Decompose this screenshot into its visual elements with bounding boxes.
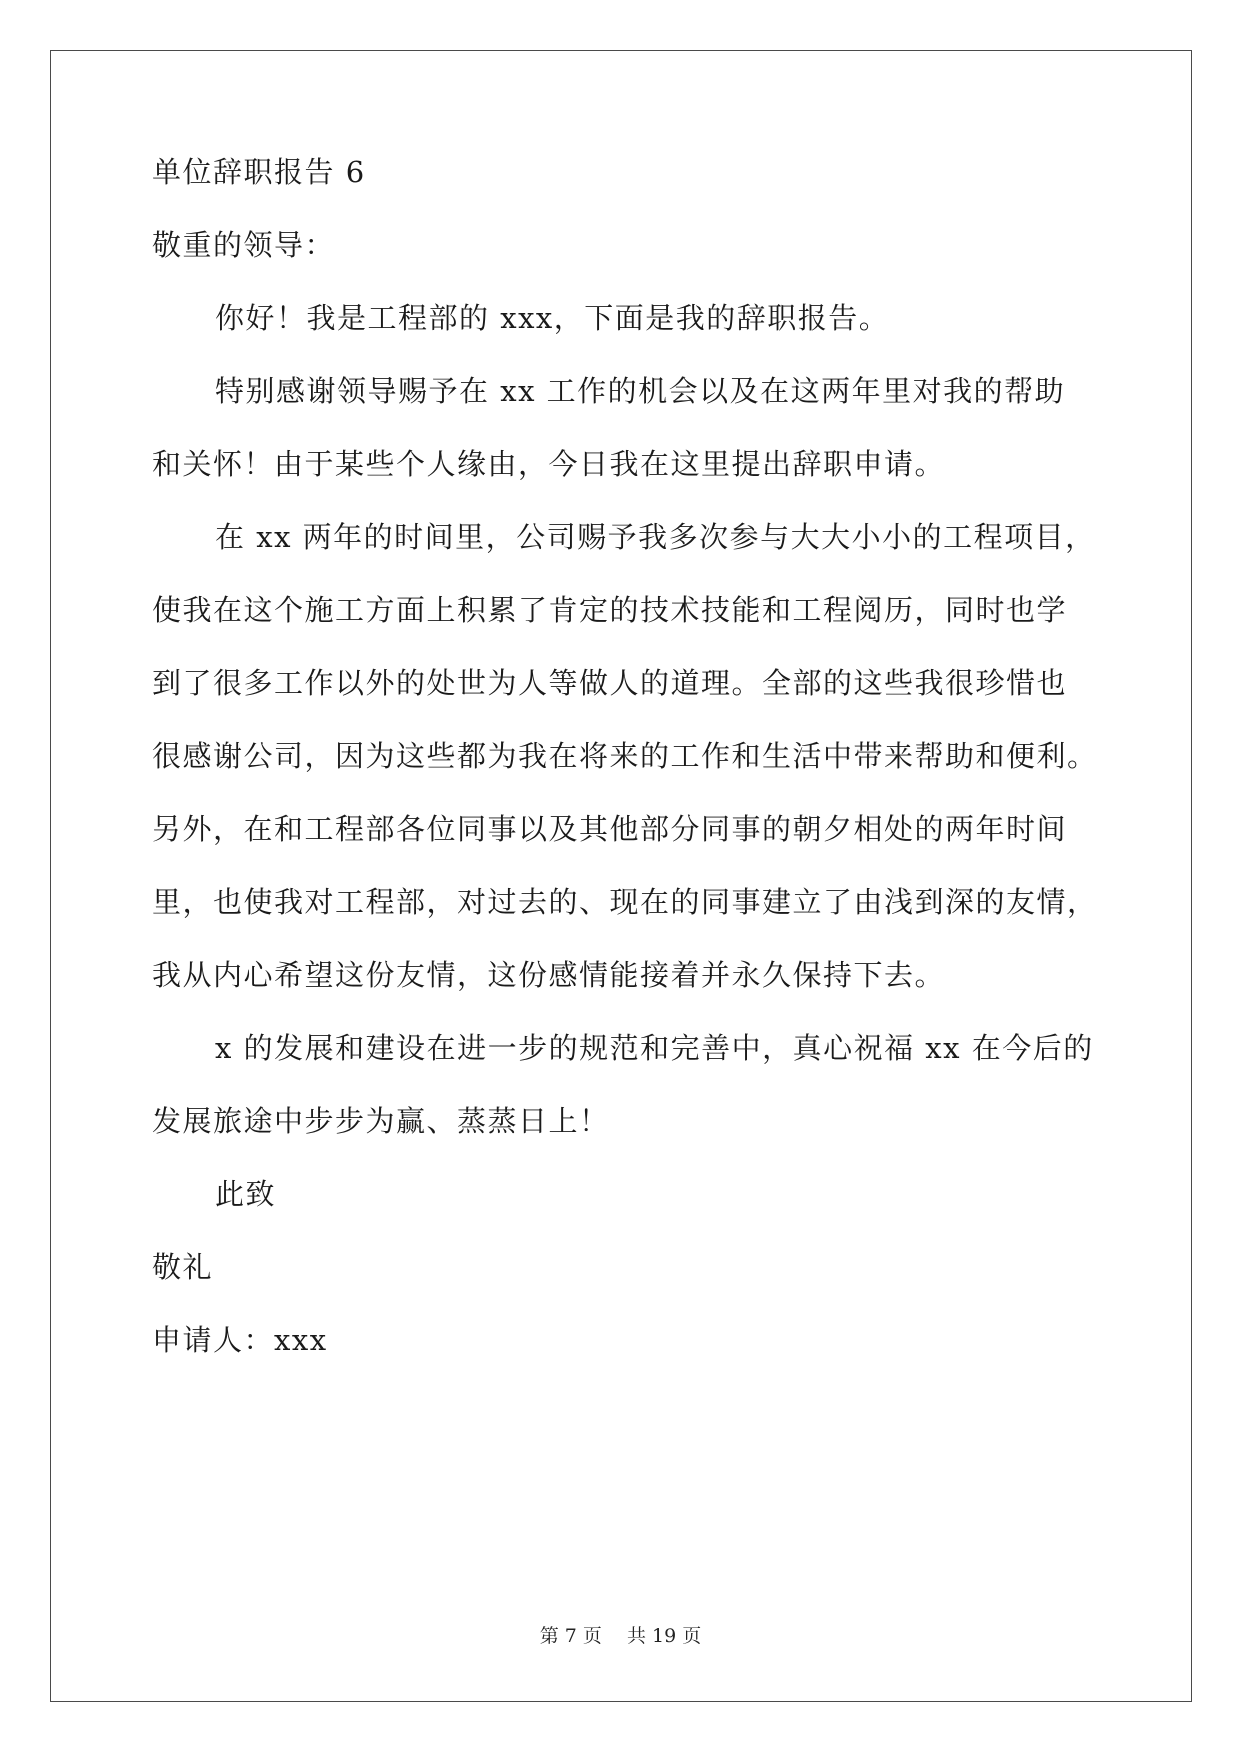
body-line: 我从内心希望这份友情，这份感情能接着并永久保持下去。 [152,958,946,992]
body-line: 发展旅途中步步为赢、蒸蒸日上！ [152,1104,610,1138]
closing-line: 此致 [215,1177,277,1211]
body-line: 使我在这个施工方面上积累了肯定的技术技能和工程阅历，同时也学 [152,593,1068,627]
document-title: 单位辞职报告 6 [152,155,366,189]
body-line: 到了很多工作以外的处世为人等做人的道理。全部的这些我很珍惜也 [152,666,1068,700]
body-line: 另外，在和工程部各位同事以及其他部分同事的朝夕相处的两年时间 [152,812,1068,846]
closing-regards: 敬礼 [152,1250,214,1284]
body-line: 里，也使我对工程部，对过去的、现在的同事建立了由浅到深的友情， [152,885,1098,919]
body-line: x 的发展和建设在进一步的规范和完善中，真心祝福 xx 在今后的 [215,1031,1094,1065]
body-line: 你好！我是工程部的 xxx，下面是我的辞职报告。 [215,301,890,335]
body-line: 很感谢公司，因为这些都为我在将来的工作和生活中带来帮助和便利。 [152,739,1098,773]
salutation: 敬重的领导： [152,228,336,262]
body-line: 在 xx 两年的时间里，公司赐予我多次参与大大小小的工程项目， [215,520,1096,554]
body-line: 和关怀！由于某些个人缘由，今日我在这里提出辞职申请。 [152,447,946,481]
page-number-footer: 第 7 页 共 19 页 [539,1625,702,1647]
applicant-signature: 申请人：xxx [152,1323,328,1357]
body-line: 特别感谢领导赐予在 xx 工作的机会以及在这两年里对我的帮助 [215,374,1066,408]
